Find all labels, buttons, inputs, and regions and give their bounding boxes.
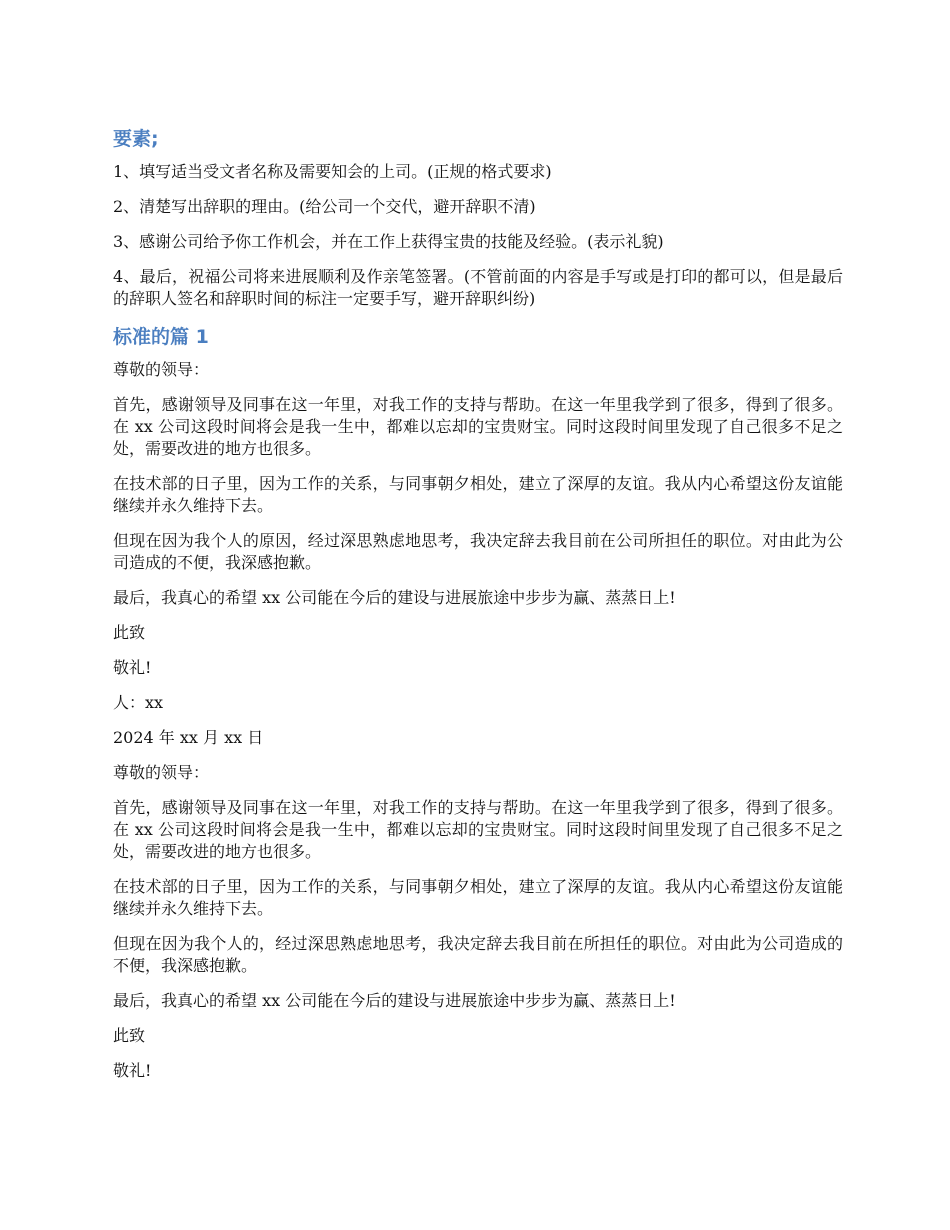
section-heading-standard: 标准的篇 1: [113, 326, 209, 348]
letter1-paragraph-3: 但现在因为我个人的原因，经过深思熟虑地思考，我决定辞去我目前在公司所担任的职位。对由此为公司造成的不便，我深感抱歉。: [113, 531, 843, 572]
element-item-1: 1、填写适当受文者名称及需要知会的上司。(正规的格式要求): [113, 162, 552, 181]
letter1-paragraph-1: 首先，感谢领导及同事在这一年里，对我工作的支持与帮助。在这一年里我学到了很多，得到了很多。在 xx 公司这段时间将会是我一生中，都难以忘却的宝贵财宝。同时这段时间里发现了自己很多不足之处，需要改进的地方也很多。: [113, 395, 843, 458]
letter2-salutation: 尊敬的领导：: [113, 763, 210, 782]
letter2-paragraph-1: 首先，感谢领导及同事在这一年里，对我工作的支持与帮助。在这一年里我学到了很多，得到了很多。在 xx 公司这段时间将会是我一生中，都难以忘却的宝贵财宝。同时这段时间里发现了自己很多不足之处，需要改进的地方也很多。: [113, 798, 843, 861]
letter1-signer: 人：xx: [113, 693, 164, 712]
letter1-salutation: 尊敬的领导：: [113, 360, 210, 379]
letter2-closing-2: 敬礼!: [113, 1061, 152, 1080]
letter2-paragraph-2: 在技术部的日子里，因为工作的关系，与同事朝夕相处，建立了深厚的友谊。我从内心希望这份友谊能继续并永久维持下去。: [113, 877, 843, 918]
letter1-paragraph-2: 在技术部的日子里，因为工作的关系，与同事朝夕相处，建立了深厚的友谊。我从内心希望这份友谊能继续并永久维持下去。: [113, 474, 843, 515]
element-item-3: 3、感谢公司给予你工作机会，并在工作上获得宝贵的技能及经验。(表示礼貌): [113, 232, 664, 251]
letter1-date: 2024 年 xx 月 xx 日: [113, 728, 264, 747]
element-item-4: 4、最后，祝福公司将来进展顺利及作亲笔签署。(不管前面的内容是手写或是打印的都可以，但是最后的辞职人签名和辞职时间的标注一定要手写，避开辞职纠纷): [113, 267, 843, 308]
document-page: [113, 126, 843, 1095]
element-item-2: 2、清楚写出辞职的理由。(给公司一个交代，避开辞职不清): [113, 197, 536, 216]
letter2-paragraph-4: 最后，我真心的希望 xx 公司能在今后的建设与进展旅途中步步为赢、蒸蒸日上!: [113, 991, 676, 1010]
letter1-closing-1: 此致: [113, 623, 146, 642]
letter1-paragraph-4: 最后，我真心的希望 xx 公司能在今后的建设与进展旅途中步步为赢、蒸蒸日上!: [113, 588, 676, 607]
section-heading-elements: 要素;: [113, 128, 159, 150]
letter1-closing-2: 敬礼!: [113, 658, 152, 677]
letter2-closing-1: 此致: [113, 1026, 146, 1045]
letter2-paragraph-3: 但现在因为我个人的，经过深思熟虑地思考，我决定辞去我目前在所担任的职位。对由此为公司造成的不便，我深感抱歉。: [113, 934, 843, 975]
